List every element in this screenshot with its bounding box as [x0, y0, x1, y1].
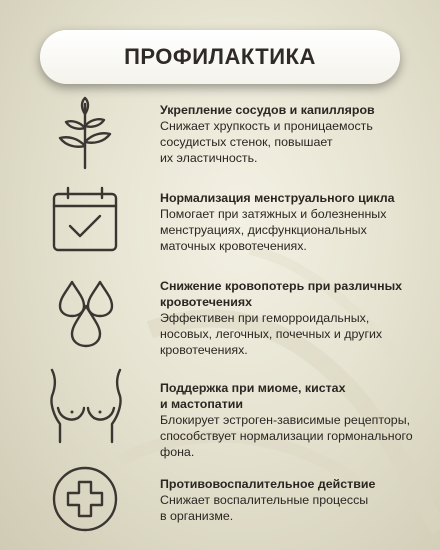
medical-cross-icon [48, 462, 122, 536]
item-description: Снижает хрупкость и проницаемость сосудистых стенок, повышает их эластичность. [160, 119, 373, 165]
female-torso-icon [46, 364, 126, 444]
drops-icon [48, 274, 122, 348]
page-title: ПРОФИЛАКТИКА [124, 44, 316, 69]
item-description: Помогает при затяжных и болезненных менструациях, дисфункциональных маточных кровотечениях. [160, 207, 387, 253]
item-title: Укрепление сосудов и капилляров [160, 103, 375, 117]
item-title: Снижение кровопотерь при различных кровотечениях [160, 279, 403, 309]
branch-leaves-icon [48, 96, 122, 170]
calendar-check-icon [48, 184, 122, 258]
item-title: Нормализация менструального цикла [160, 191, 395, 205]
item-description: Снижает воспалительные процессы в организме. [160, 493, 369, 523]
item-description: Блокирует эстроген-зависимые рецепторы, способствует нормализации гормонального фона. [160, 413, 413, 459]
header-banner [40, 30, 400, 84]
item-description: Эффективен при геморроидальных, носовых, легочных, почечных и других кровотечениях. [160, 311, 383, 357]
item-title: Противовоспалительное действие [160, 477, 376, 491]
item-title: Поддержка при миоме, кистах и мастопатии [160, 381, 346, 411]
